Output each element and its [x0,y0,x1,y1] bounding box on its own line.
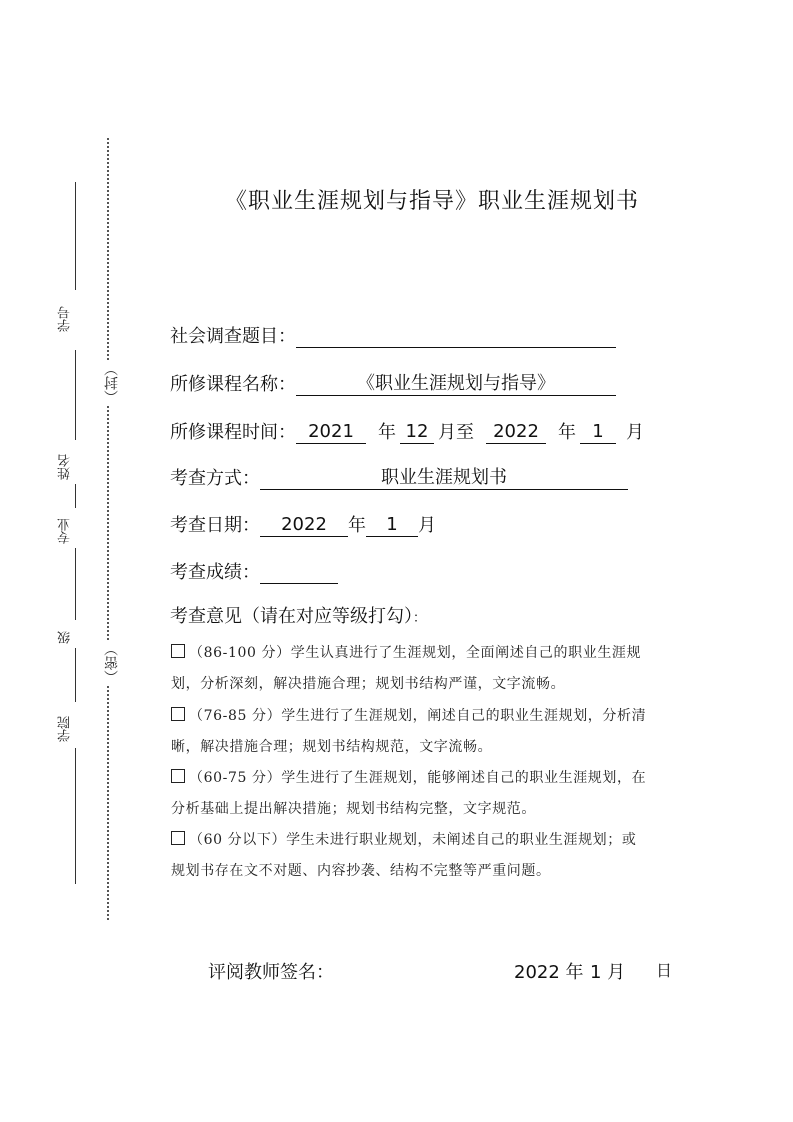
start-month-field: 12 [400,421,434,444]
student-id-label: 学号 [58,306,73,332]
criteria-item-2 [171,701,676,763]
course-name-field: 《职业生涯规划与指导》 [296,373,616,396]
college-line [75,648,76,702]
criteria-item-3 [171,763,676,825]
checkbox[interactable] [171,644,185,658]
class-label: 级 [58,631,73,644]
exam-year-field: 2022 [260,514,348,537]
exam-month-field: 1 [366,514,418,537]
checkbox[interactable] [171,831,185,845]
name-label: 姓名 [58,454,73,480]
criteria-text-cont: 晰，解决措施合理；规划书结构规范，文字流畅。 [171,739,493,755]
course-name-row [170,370,616,396]
signature-year: 2022 年 [514,962,584,983]
student-id-line [75,182,76,290]
start-year-field: 2021 [296,421,366,444]
criteria-text: （60-75 分）学生进行了生涯规划，能够阐述自己的职业生涯规划，在 [189,770,647,786]
criteria-text-cont: 分析基础上提出解决措施；规划书结构完整，文字规范。 [171,801,536,817]
year-char: 年 [378,422,396,443]
document-title: 《职业生涯规划与指导》职业生涯规划书 [224,189,639,214]
month-to-text: 月至 [438,422,474,443]
seal-feng: （封） [104,362,120,404]
criteria-item-1 [171,638,676,700]
college-line-lower [75,748,76,884]
signature-day: 日 [656,961,673,980]
exam-year-char: 年 [348,515,366,536]
criteria-text-cont: 规划书存在文不对题、内容抄袭、结构不完整等严重问题。 [171,863,551,879]
exam-method-field: 职业生涯规划书 [260,467,628,490]
course-name-label: 所修课程名称： [170,374,296,395]
opinion-label: 考查意见（请在对应等级打勾） [170,606,413,627]
checkbox[interactable] [171,769,185,783]
name-line [75,350,76,440]
criteria-text: （76-85 分）学生进行了生涯规划，阐述自己的职业生涯规划，分析清 [189,708,647,724]
year-char-2: 年 [558,422,576,443]
exam-month-char: 月 [418,515,436,536]
score-field [260,561,338,584]
opinion-row [170,602,426,628]
binding-dotted-line [107,138,109,920]
criteria-item-4 [171,825,676,887]
signature-month: 1 月 [590,962,626,983]
college-label: 学院 [58,716,73,742]
major-line [75,484,76,508]
score-row [170,558,338,584]
checkbox[interactable] [171,707,185,721]
exam-date-row [170,511,436,537]
exam-method-row [170,464,628,490]
major-label: 专业 [58,518,73,544]
end-month-field: 1 [580,421,616,444]
course-time-row [170,418,644,444]
class-line [75,548,76,620]
seal-mi: （密） [104,642,120,684]
survey-topic-row [170,322,616,348]
opinion-colon: ： [413,611,427,626]
score-label: 考查成绩： [170,562,260,583]
criteria-text-cont: 划，分析深刻，解决措施合理；规划书结构严谨，文字流畅。 [171,676,566,692]
exam-date-label: 考查日期： [170,515,260,536]
criteria-text: （60 分以下）学生未进行职业规划，未阐述自己的职业生涯规划；或 [189,832,637,848]
end-year-field: 2022 [486,421,546,444]
month-char: 月 [626,422,644,443]
criteria-text: （86-100 分）学生认真进行了生涯规划，全面阐述自己的职业生涯规 [189,645,642,661]
signature-label: 评阅教师签名： [208,962,334,983]
survey-topic-field [296,325,616,348]
exam-method-label: 考查方式： [170,468,260,489]
survey-topic-label: 社会调查题目： [170,326,296,347]
course-time-label: 所修课程时间： [170,422,296,443]
